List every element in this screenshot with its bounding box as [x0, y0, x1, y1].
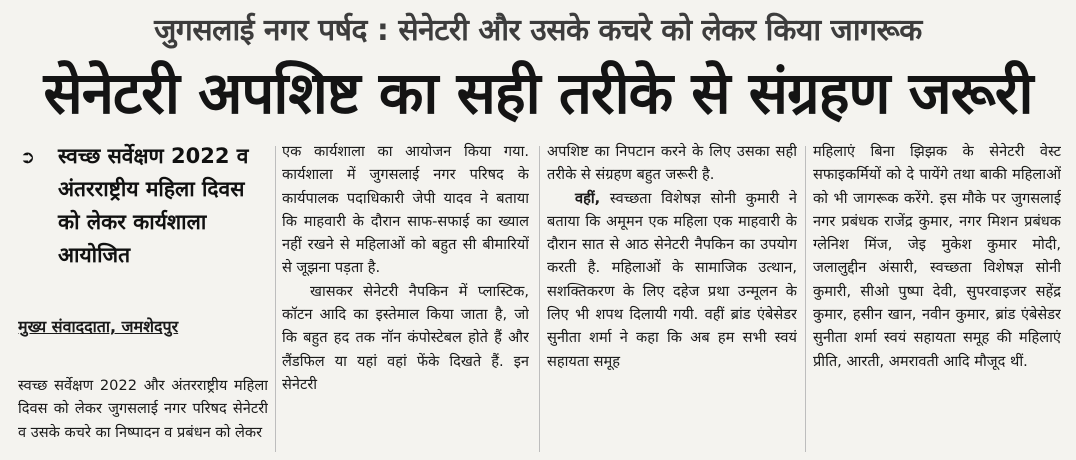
- byline: मुख्य संवाददाता, जमशेदपुर: [18, 317, 179, 336]
- body-paragraph: महिलाएं बिना झिझक के सेनेटरी वेस्ट सफाइकर्मियों को दे पायेंगे तथा बाकी महिलाओं को भी जागरूक करेंगे. इस मौके पर जुगसलाई नगर प्रबंधक राजेंद्र कुमार, नगर मिशन प्रबंधक ग्लेनिश मिंज, जेइ मुकेश कुमार मोदी, जलालुद्दीन अंसारी, स्वच्छता विशेषज्ञ सोनी कुमारी, सीओ पुष्पा देवी, सुपरवाइजर सहेंद्र कुमार, हसीन खान, नवीन कुमार, ब्रांड एंबेसेडर सुनीता शर्मा स्वयं सहायता समूह की महिलाएं प्रीति, आरती, अमरावती आदि मौजूद थीं.: [813, 143, 1061, 370]
- article-kicker: जुगसलाई नगर पर्षद : सेनेटरी और उसके कचरे को लेकर किया जागरूक: [154, 13, 922, 48]
- column-divider: [805, 146, 806, 452]
- highlight-box: [18, 140, 268, 272]
- body-paragraph: खासकर सेनेटरी नैपकिन में प्लास्टिक, कॉटन आदि का इस्तेमाल किया जाता है, जो कि बहुत हद तक नॉन कंपोस्टेबल होते हैं और लैंडफिल या यहां वहां फेंके दिखते हैं. इन सेनेटरी: [282, 282, 529, 393]
- lead-word: वहीं,: [575, 189, 601, 207]
- arrow-circle-icon: ➲: [20, 147, 36, 168]
- article-column-4: [813, 140, 1061, 458]
- body-paragraph: एक कार्यशाला का आयोजन किया गया. कार्यशाला में जुगसलाई नगर परिषद के कार्यपालक पदाधिकारी जेपी यादव ने बताया कि माहवारी के दौरान साफ-सफाई का ख्याल नहीं रखने से महिलाओं को बहुत सी बीमारियों से जूझना पड़ता है.: [282, 143, 529, 277]
- body-paragraph: अपशिष्ट का निपटान करने के लिए उसका सही तरीके से संग्रहण बहुत जरूरी है.: [547, 143, 797, 184]
- article-headline: सेनेटरी अपशिष्ट का सही तरीके से संग्रहण जरूरी: [43, 59, 1033, 127]
- body-paragraph: [547, 187, 797, 373]
- column-divider: [539, 146, 540, 452]
- column-divider: [275, 146, 276, 452]
- article-column-2: [282, 140, 529, 458]
- body-text: स्वच्छता विशेषज्ञ सोनी कुमारी ने बताया कि अमूमन एक महिला एक माहवारी के दौरान सात से आठ सेनेटरी नैपकिन का उपयोग करती है. महिलाओं के सामाजिक उत्थान, सशक्तिकरण के लिए दहेज प्रथा उन्मूलन के लिए भी शपथ दिलायी गयी. वहीं ब्रांड एंबेसेडर सुनीता शर्मा ने कहा कि अब हम सभी स्वयं सहायता समूह: [547, 189, 797, 370]
- spacer: [18, 338, 268, 374]
- highlight-text: स्वच्छ सर्वेक्षण 2022 व अंतरराष्ट्रीय महिला दिवस को लेकर कार्यशाला आयोजित: [58, 144, 249, 267]
- article-column-3: [547, 140, 797, 458]
- article-column-1: [18, 140, 268, 458]
- body-paragraph: स्वच्छ सर्वेक्षण 2022 और अंतरराष्ट्रीय महिला दिवस को लेकर जुगसलाई नगर परिषद सेनेटरी व उसके कचरे का निष्पादन व प्रबंधन को लेकर: [18, 377, 268, 441]
